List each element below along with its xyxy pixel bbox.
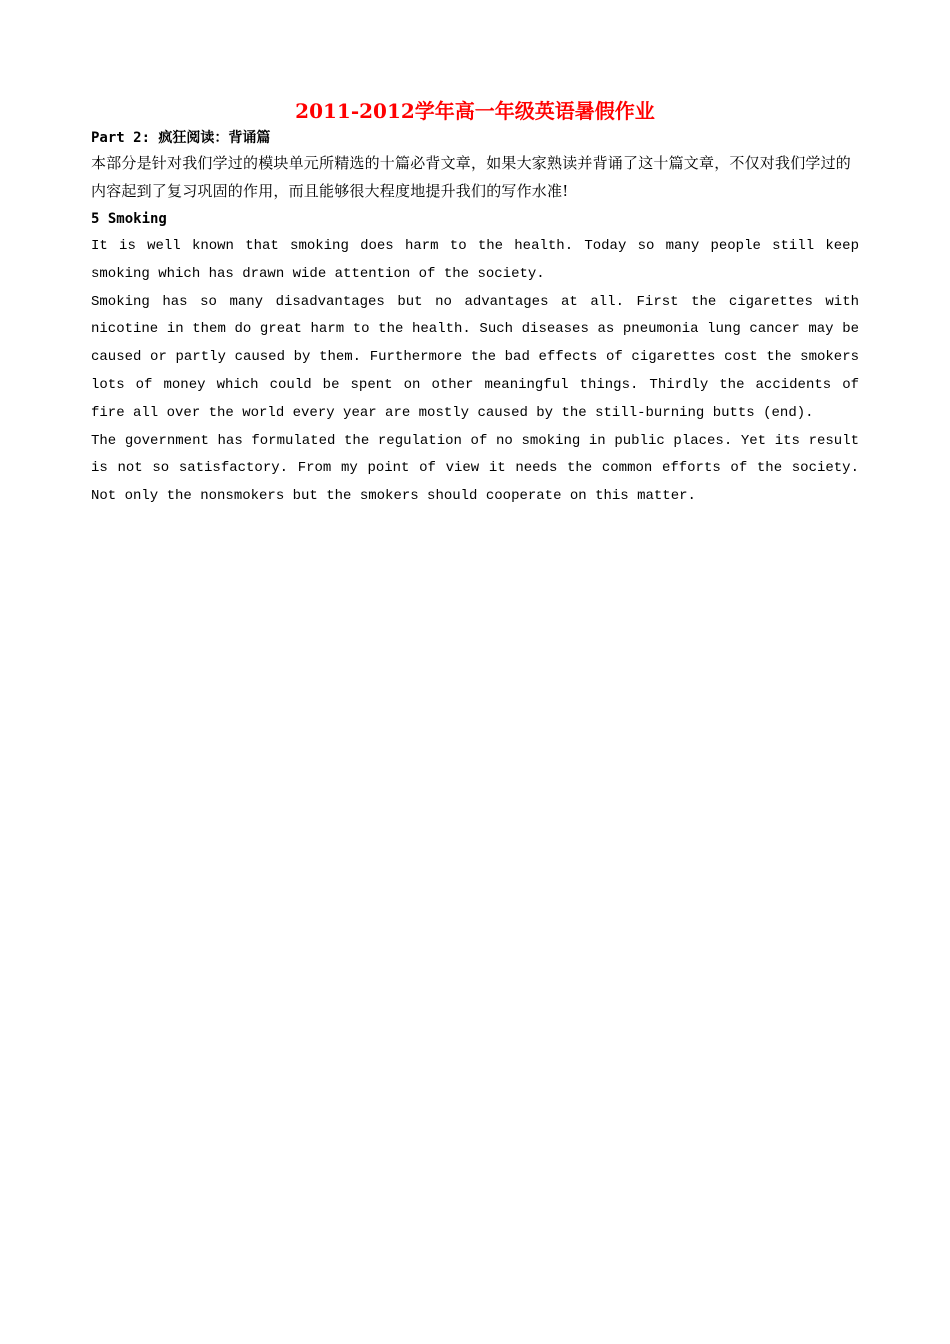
- body-paragraph-2: Smoking has so many disadvantages but no advantages at all. First the cigarettes with nicotine in them do great harm to the health. Such diseases as pneumonia lung cancer may be caused or partly caused by them. Furthermore the bad effects of cigarettes cost the smokers lots of money which could be spent on other meaningful things. Thirdly the accidents of fire all over the world every year are mostly caused by the still-burning butts (end).: [91, 293, 859, 421]
- document-title: 2011-2012学年高一年级英语暑假作业: [295, 99, 655, 123]
- body-paragraph-3: The government has formulated the regulation of no smoking in public places. Yet its result is not so satisfactory. From my point of view it needs the common efforts of the society. Not only the nonsmokers but the smokers should cooperate on this matter.: [91, 432, 859, 505]
- body-paragraph-1: It is well known that smoking does harm to the health. Today so many people still keep smoking which has drawn wide attention of the society.: [91, 238, 859, 282]
- document-page: [91, 96, 859, 511]
- part-heading: Part 2: 疯狂阅读：背诵篇: [91, 130, 271, 146]
- intro-paragraph: 本部分是针对我们学过的模块单元所精选的十篇必背文章，如果大家熟读并背诵了这十篇文章，不仅对我们学过的内容起到了复习巩固的作用，而且能够很大程度地提升我们的写作水准!: [91, 154, 852, 200]
- section-heading: 5 Smoking: [91, 211, 167, 227]
